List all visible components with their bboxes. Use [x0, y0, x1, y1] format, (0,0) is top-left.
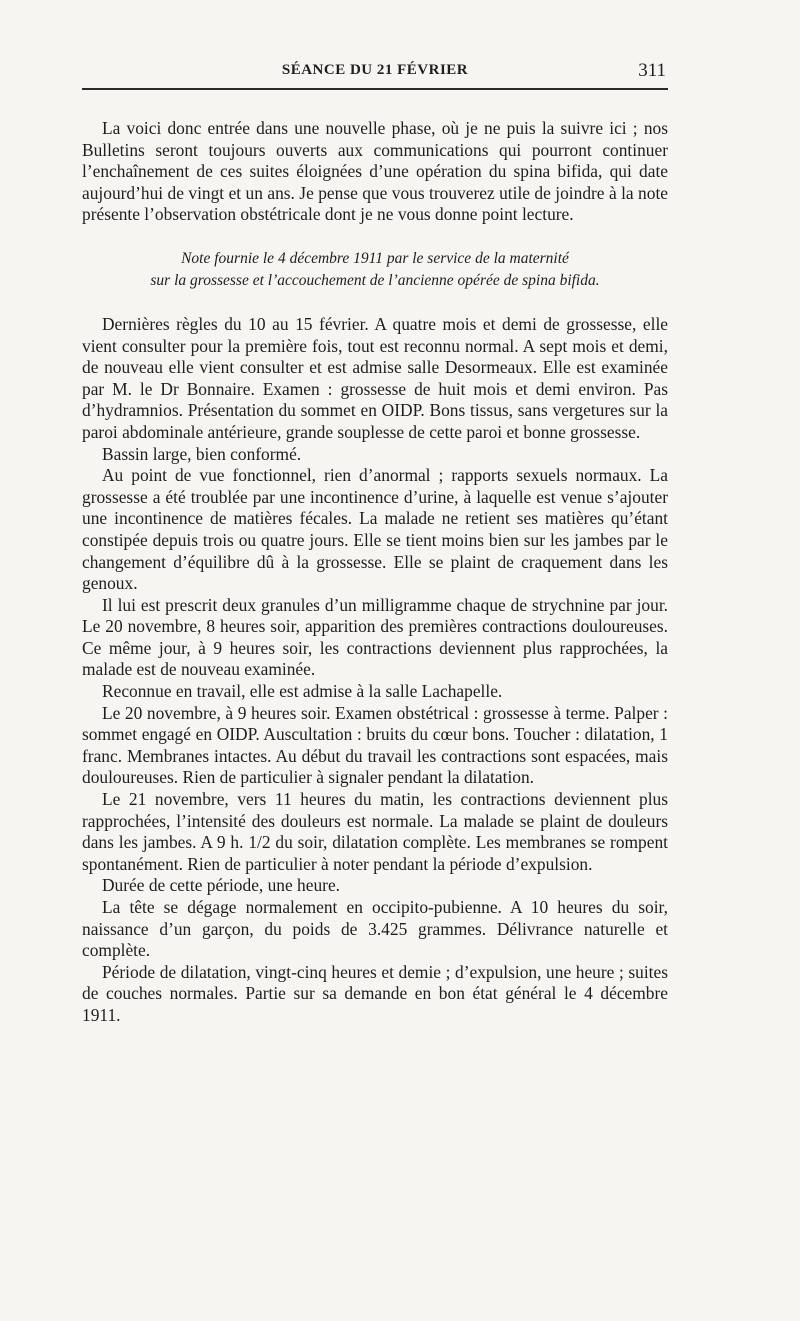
paragraph: Il lui est prescrit deux granules d’un milligramme chaque de strychnine par jour. Le 20 novembre, 8 heures soir, apparition des premières contractions douloureuses. Ce même jour, à 9 heures soir, les contractions deviennent plus rapprochées, la malade est de nouveau examinée. — [82, 594, 668, 680]
paragraph: Bassin large, bien conformé. — [102, 443, 302, 464]
paragraph: Dernières règles du 10 au 15 février. A quatre mois et demi de grossesse, elle vient consulter pour la première fois, tout est reconnu normal. A sept mois et demi, de nouveau elle vient consulter et est admise salle Desormeaux. Elle est examinée par M. le Dr Bonnaire. Examen : grossesse de huit mois et demi environ. Pas d’hydramnios. Présentation du sommet en OIDP. Bons tissus, sans vergetures sur la paroi abdominale antérieure, grande souplesse de cette paroi et bonne grossesse. — [82, 313, 668, 442]
note-heading — [82, 248, 668, 292]
page-body — [82, 118, 668, 1027]
note-heading-line-1: Note fournie le 4 décembre 1911 par le service de la maternité — [181, 249, 569, 267]
paragraph: La tête se dégage normalement en occipito-pubienne. A 10 heures du soir, naissance d’un garçon, du poids de 3.425 grammes. Délivrance naturelle et complète. — [82, 897, 668, 961]
paragraph: Le 20 novembre, à 9 heures soir. Examen obstétrical : grossesse à terme. Palper : sommet engagé en OIDP. Auscultation : bruits du cœur bons. Toucher : dilatation, 1 franc. Membranes intactes. Au début du travail les contractions sont espacées, mais douloureuses. Rien de particulier à signaler pendant la dilatation. — [82, 702, 668, 788]
page-number: 311 — [638, 60, 666, 81]
running-title: SÉANCE DU 21 FÉVRIER — [281, 62, 469, 78]
paragraph: Au point de vue fonctionnel, rien d’anormal ; rapports sexuels normaux. La grossesse a été troublée par une incontinence d’urine, à laquelle est venue s’ajouter une incontinence de matières fécales. La malade ne retient ses matières qu’étant constipée depuis trois ou quatre jours. Elle se tient moins bien sur les jambes par le changement d’équilibre dû à la grossesse. Elle se plaint de craquement dans les genoux. — [82, 465, 668, 594]
paragraph: Période de dilatation, vingt-cinq heures et demie ; d’expulsion, une heure ; suites de couches normales. Partie sur sa demande en bon état général le 4 décembre 1911. — [82, 961, 668, 1025]
intro-paragraph: La voici donc entrée dans une nouvelle phase, où je ne puis la suivre ici ; nos Bulletins seront toujours ouverts aux communications qui pourront continuer l’enchaînement de ces suites éloignées d’une opération du spina bifida, qui date aujourd’hui de vingt et un ans. Je pense que vous trouverez utile de joindre à la note présente l’observation obstétricale dont je ne vous donne point lecture. — [82, 118, 668, 225]
note-heading-line-2: sur la grossesse et l’accouchement de l’ancienne opérée de spina bifida. — [150, 271, 600, 289]
page-header — [82, 60, 668, 90]
paragraph: Durée de cette période, une heure. — [102, 875, 341, 896]
paragraph: Le 21 novembre, vers 11 heures du matin, les contractions deviennent plus rapprochées, l’intensité des douleurs est normale. La malade se plaint de douleurs dans les jambes. A 9 h. 1/2 du soir, dilatation complète. Les membranes se rompent spontanément. Rien de particulier à noter pendant la période d’expulsion. — [82, 789, 668, 874]
paragraph: Reconnue en travail, elle est admise à la salle Lachapelle. — [102, 681, 503, 702]
